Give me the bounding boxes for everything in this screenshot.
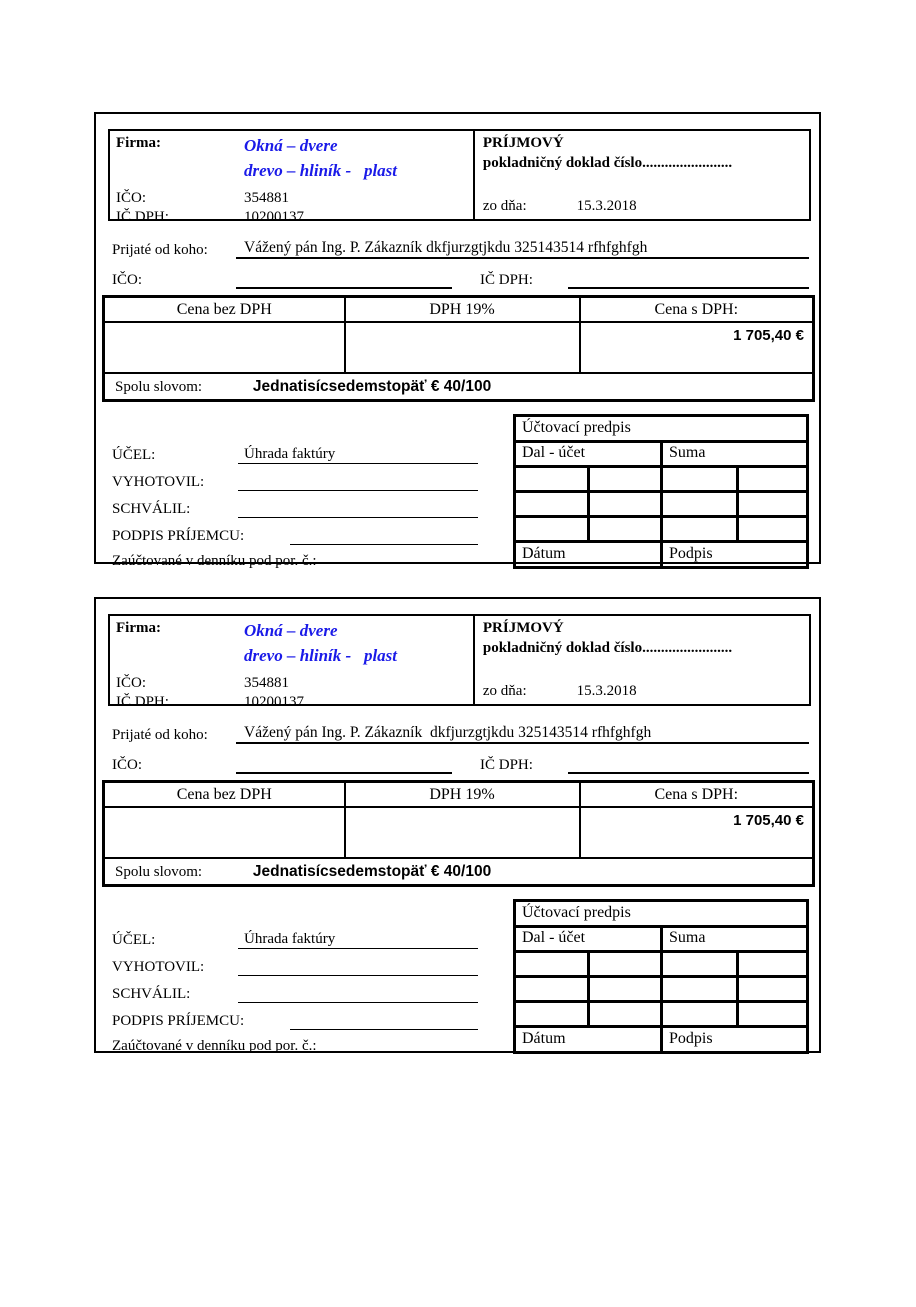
acct-cell [662, 952, 738, 977]
sum-header: Suma [662, 927, 808, 952]
recipient-ico-label: IČO: [112, 272, 142, 288]
accounting-footer-row [515, 1027, 808, 1053]
price-table [102, 780, 815, 887]
purpose-row [112, 922, 478, 949]
firma-label: Firma: [116, 620, 161, 636]
recipient-ids-row [112, 749, 809, 774]
acct-cell [738, 467, 808, 492]
recipient-signature-field [290, 544, 478, 545]
received-from-value: Vážený pán Ing. P. Zákazník dkfjurzgtjkdu 325143514 rfhfghfgh [244, 724, 652, 741]
price-table-header-row [104, 782, 814, 808]
purpose-field [238, 931, 478, 949]
recipient-signature-row [112, 518, 478, 545]
price-inc-vat-value: 1 705,40 € [580, 322, 814, 373]
received-from-label: Prijaté od koho: [112, 242, 208, 258]
accounting-empty-row [515, 492, 808, 517]
acct-cell [515, 977, 589, 1002]
company-info-panel [110, 131, 475, 225]
sum-header: Suma [662, 442, 808, 467]
approved-by-row [112, 976, 478, 1003]
document-type-panel [475, 616, 809, 704]
price-table [102, 295, 815, 402]
total-in-words-cell [104, 858, 814, 886]
company-ico-value: 354881 [244, 675, 289, 691]
approved-by-row [112, 491, 478, 518]
total-in-words-label: Spolu slovom: [115, 378, 203, 395]
approved-by-field [238, 1002, 478, 1003]
date-value: 15.3.2018 [576, 683, 637, 699]
total-in-words-cell [104, 373, 814, 401]
purpose-label: ÚČEL: [112, 932, 156, 948]
price-ex-vat-cell [104, 807, 345, 858]
total-in-words-row [104, 373, 814, 401]
prepared-by-row [112, 949, 478, 976]
journal-entry-row [112, 1030, 478, 1055]
acct-cell [515, 1002, 589, 1027]
purpose-label: ÚČEL: [112, 447, 156, 463]
acct-cell [515, 517, 589, 542]
company-icdph-value: 10200137 [244, 694, 304, 710]
purpose-value: Úhrada faktúry [244, 446, 336, 462]
received-from-value: Vážený pán Ing. P. Zákazník dkfjurzgtjkdu 325143514 rfhfghfgh [244, 239, 648, 256]
company-info-panel [110, 616, 475, 710]
price-ex-vat-header: Cena bez DPH [104, 782, 345, 808]
acct-cell [589, 492, 662, 517]
vat-cell [345, 807, 580, 858]
company-ico-value: 354881 [244, 190, 289, 206]
recipient-icdph-label: IČ DPH: [480, 272, 533, 288]
accounting-header-row [515, 927, 808, 952]
accounting-title-row [515, 901, 808, 927]
recipient-ico-field [236, 772, 452, 774]
date-row [483, 683, 801, 700]
accounting-title: Účtovací predpis [515, 901, 808, 927]
acct-date-label: Dátum [515, 542, 662, 568]
acct-cell [589, 952, 662, 977]
recipient-signature-row [112, 1003, 478, 1030]
total-in-words-row [104, 858, 814, 886]
date-label: zo dňa: [482, 683, 527, 699]
acct-cell [662, 467, 738, 492]
acct-cell [515, 492, 589, 517]
journal-entry-label: Zaúčtované v denníku pod por. č.: [112, 553, 317, 569]
receipt-form [94, 597, 821, 1053]
company-ico-label: IČO: [116, 190, 146, 206]
firma-label: Firma: [116, 135, 161, 151]
price-table-header-row [104, 297, 814, 323]
company-icdph-label: IČ DPH: [116, 694, 169, 710]
acct-cell [662, 1002, 738, 1027]
accounting-empty-row [515, 977, 808, 1002]
acct-cell [662, 977, 738, 1002]
company-icdph-label: IČ DPH: [116, 209, 169, 225]
recipient-icdph-label: IČ DPH: [480, 757, 533, 773]
accounting-table [513, 414, 809, 569]
debit-account-header: Dal - účet [515, 927, 662, 952]
purpose-value: Úhrada faktúry [244, 931, 336, 947]
company-name-line2: drevo – hliník - plast [244, 646, 398, 665]
acct-cell [515, 952, 589, 977]
details-block [112, 437, 478, 570]
prepared-by-label: VYHOTOVIL: [112, 474, 205, 490]
acct-date-label: Dátum [515, 1027, 662, 1053]
accounting-table [513, 899, 809, 1054]
date-value: 15.3.2018 [576, 198, 637, 214]
journal-entry-row [112, 545, 478, 570]
approved-by-field [238, 517, 478, 518]
accounting-empty-row [515, 952, 808, 977]
acct-cell [515, 467, 589, 492]
price-inc-vat-header: Cena s DPH: [580, 782, 814, 808]
acct-cell [738, 1002, 808, 1027]
recipient-ico-field [236, 287, 452, 289]
total-in-words-label: Spolu slovom: [115, 863, 203, 880]
debit-account-header: Dal - účet [515, 442, 662, 467]
acct-cell [589, 467, 662, 492]
received-from-field [236, 239, 809, 259]
accounting-title-row [515, 416, 808, 442]
company-name-line1: Okná – dvere [244, 136, 338, 155]
total-in-words-value: Jednatisícsedemstopäť € 40/100 [252, 377, 492, 395]
accounting-title: Účtovací predpis [515, 416, 808, 442]
doc-number-line: pokladničný doklad číslo........................ [482, 640, 733, 656]
recipient-signature-field [290, 1029, 478, 1030]
approved-by-label: SCHVÁLIL: [112, 986, 191, 1002]
spacer [116, 645, 244, 675]
recipient-signature-label: PODPIS PRÍJEMCU: [112, 1013, 245, 1029]
price-inc-vat-header: Cena s DPH: [580, 297, 814, 323]
vat-header: DPH 19% [345, 297, 580, 323]
purpose-field [238, 446, 478, 464]
prepared-by-label: VYHOTOVIL: [112, 959, 205, 975]
purpose-row [112, 437, 478, 464]
acct-cell [662, 517, 738, 542]
price-table-value-row [104, 807, 814, 858]
acct-cell [738, 492, 808, 517]
company-ico-label: IČO: [116, 675, 146, 691]
journal-entry-label: Zaúčtované v denníku pod por. č.: [112, 1038, 317, 1054]
accounting-empty-row [515, 517, 808, 542]
acct-cell [589, 1002, 662, 1027]
receipt-header [108, 614, 811, 710]
prepared-by-field [238, 490, 478, 491]
recipient-ids-row [112, 264, 809, 289]
recipient-ico-label: IČO: [112, 757, 142, 773]
acct-signature-label: Podpis [662, 542, 808, 568]
accounting-empty-row [515, 1002, 808, 1027]
received-from-label: Prijaté od koho: [112, 727, 208, 743]
acct-cell [589, 977, 662, 1002]
acct-signature-label: Podpis [662, 1027, 808, 1053]
recipient-icdph-field [568, 772, 809, 774]
prepared-by-row [112, 464, 478, 491]
acct-cell [662, 492, 738, 517]
prepared-by-field [238, 975, 478, 976]
spacer [116, 160, 244, 190]
doc-type-title: PRÍJMOVÝ [482, 620, 564, 636]
received-from-row [112, 234, 809, 259]
acct-cell [738, 952, 808, 977]
date-label: zo dňa: [482, 198, 527, 214]
recipient-signature-label: PODPIS PRÍJEMCU: [112, 528, 245, 544]
doc-type-title: PRÍJMOVÝ [482, 135, 564, 151]
approved-by-label: SCHVÁLIL: [112, 501, 191, 517]
acct-cell [738, 517, 808, 542]
price-table-value-row [104, 322, 814, 373]
price-ex-vat-cell [104, 322, 345, 373]
receipt-header [108, 129, 811, 225]
date-row [483, 198, 801, 215]
company-name-line1: Okná – dvere [244, 621, 338, 640]
details-block [112, 922, 478, 1055]
receipt-form [94, 112, 821, 569]
acct-cell [589, 517, 662, 542]
accounting-header-row [515, 442, 808, 467]
received-from-row [112, 719, 809, 744]
recipient-icdph-field [568, 287, 809, 289]
acct-cell [738, 977, 808, 1002]
document-type-panel [475, 131, 809, 219]
doc-number-line: pokladničný doklad číslo........................ [482, 155, 733, 171]
accounting-empty-row [515, 467, 808, 492]
company-icdph-value: 10200137 [244, 209, 304, 225]
total-in-words-value: Jednatisícsedemstopäť € 40/100 [252, 862, 492, 880]
accounting-footer-row [515, 542, 808, 568]
vat-header: DPH 19% [345, 782, 580, 808]
bottom-section [112, 414, 809, 569]
vat-cell [345, 322, 580, 373]
price-ex-vat-header: Cena bez DPH [104, 297, 345, 323]
price-inc-vat-value: 1 705,40 € [580, 807, 814, 858]
received-from-field [236, 724, 809, 744]
bottom-section [112, 899, 809, 1054]
company-name-line2: drevo – hliník - plast [244, 161, 398, 180]
